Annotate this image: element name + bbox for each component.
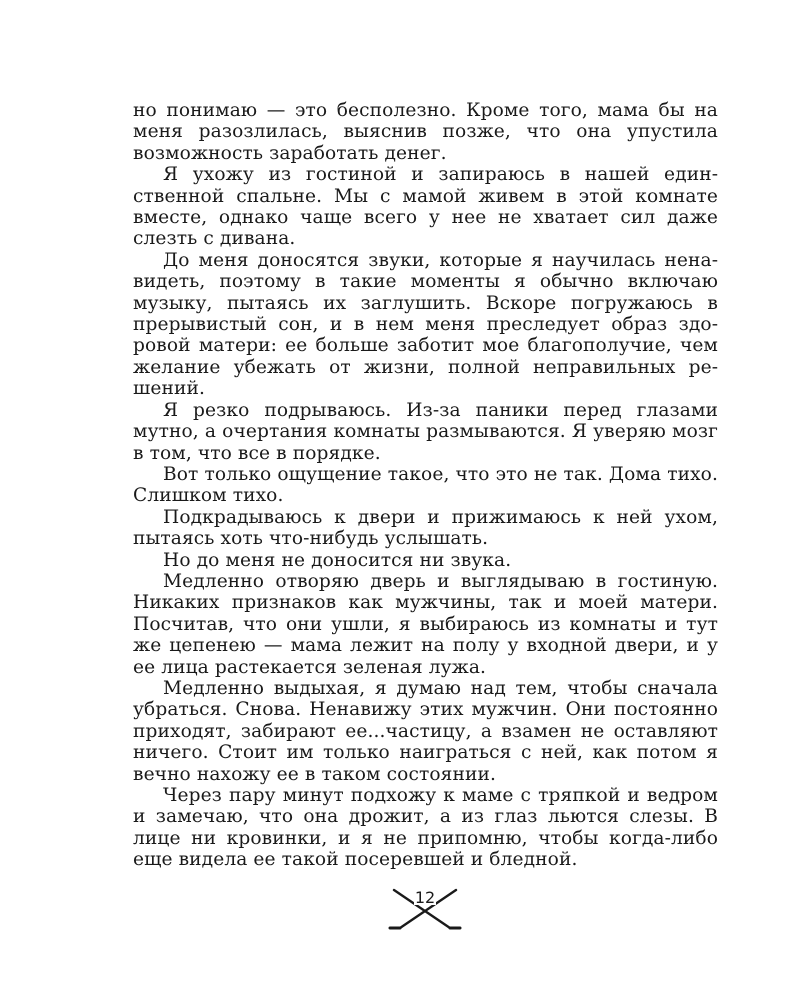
paragraph-5: Вот только ощущение такое, что это не так. Дома тихо. Слишком тихо. xyxy=(133,463,718,507)
page-number: 12 xyxy=(414,888,436,907)
paragraph-2: Я ухожу из гостиной и запираюсь в нашей единственной спальне. Мы с мамой живем в этой комнате вместе, однако чаще всего у нее не хватает сил даже слезть с дивана. xyxy=(133,164,718,250)
paragraph-8: Медленно отворяю дверь и выглядываю в гостиную. Никаких признаков как мужчины, так и моей матери. Посчитав, что они ушли, я выбираюсь из комнаты и тут же цепенею — мама лежит на полу у входной двери, и у ее лица растекается зеленая лужа. xyxy=(133,570,718,678)
paragraph-1: но понимаю — это бесполезно. Кроме того, мама бы на меня разозлилась, выяснив позже, что она упустила возможность заработать денег. xyxy=(133,100,718,164)
paragraph-10: Через пару минут подхожу к маме с тряпкой и ведром и замечаю, что она дрожит, а из глаз льются слезы. В лице ни кровинки, и я не припомню, чтобы когда-либо еще видела ее такой посеревшей и бледной. xyxy=(133,785,718,871)
paragraph-6: Подкрадываюсь к двери и прижимаюсь к ней ухом, пытаясь хоть что-нибудь услышать. xyxy=(133,506,718,550)
paragraph-4: Я резко подрываюсь. Из-за паники перед глазами мутно, а очертания комнаты размываются. Я уверяю мозг в том, что все в порядке. xyxy=(133,399,718,464)
page-footer xyxy=(0,884,800,944)
body-text xyxy=(133,100,718,871)
paragraph-7: Но до меня не доносится ни звука. xyxy=(163,549,512,571)
paragraph-9: Медленно выдыхая, я думаю над тем, чтобы сначала убраться. Снова. Ненавижу этих мужчин. Они постоянно приходят, забирают ее...частицу, а взамен не оставляют ничего. Стоит им только наиграться с ней, как потом я вечно нахожу ее в таком состоянии. xyxy=(133,677,718,785)
paragraph-3: До меня доносятся звуки, которые я научилась ненавидеть, поэтому в такие моменты я обычно включаю музыку, пытаясь их заглушить. Вскоре погружаюсь в прерывистый сон, и в нем меня преследует образ здоровой матери: ее больше заботит мое благополучие, чем желание убежать от жизни, полной неправильных решений. xyxy=(133,249,718,400)
